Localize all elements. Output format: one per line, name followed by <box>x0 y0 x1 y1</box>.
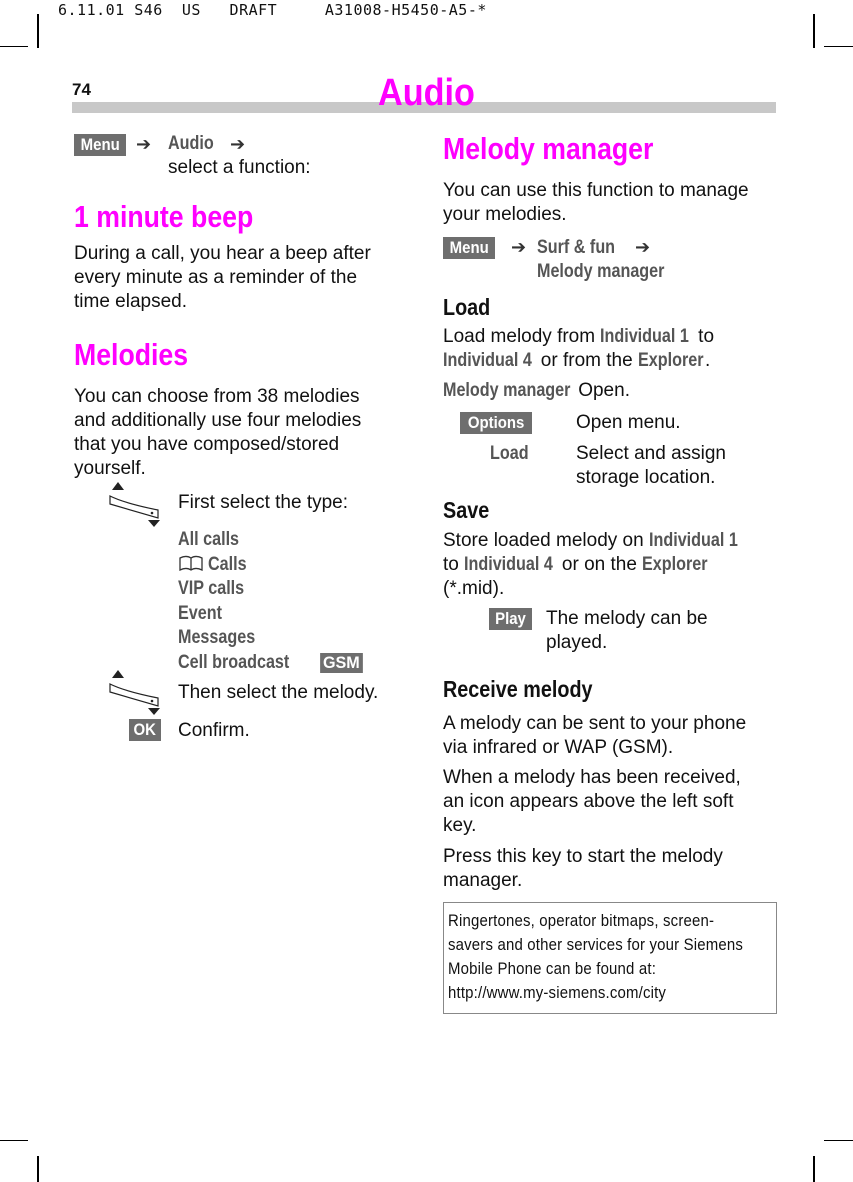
intro-text: You can use this function to manage your melodies. <box>443 180 749 225</box>
nav-arrow: ➔ <box>136 134 152 154</box>
receive-text-2: When a melody has been received, an icon appears above the left soft key. <box>443 767 741 836</box>
ok-key: OK <box>129 719 161 741</box>
type-messages: Messages <box>178 627 256 649</box>
type-list <box>178 528 364 676</box>
note-line: Mobile Phone can be found at: <box>448 959 657 978</box>
navigation-key-icon <box>104 668 164 716</box>
nav-item-audio: Audio <box>168 133 214 154</box>
note-line: Ringertones, operator bitmaps, screen- <box>448 911 715 930</box>
phonebook-icon <box>178 554 204 572</box>
nav-arrow: ➔ <box>635 237 651 257</box>
type-event: Event <box>178 602 222 624</box>
play-key: Play <box>489 608 532 630</box>
subtitle-load: Load <box>443 294 491 320</box>
crop-mark <box>0 1140 28 1141</box>
type-vip-calls: VIP calls <box>178 578 245 600</box>
save-text: Store loaded melody on Individual 1 to Individual 4 or on the Explorer (*.mid). <box>443 530 738 599</box>
receive-text-1: A melody can be sent to your phone via infrared or WAP (GSM). <box>443 713 747 758</box>
nav-arrow: ➔ <box>511 237 527 257</box>
note-line: savers and other services for your Siemens <box>448 935 744 954</box>
crop-mark <box>0 46 28 47</box>
crop-mark <box>824 46 853 47</box>
crop-mark <box>37 1156 39 1182</box>
page-number: 74 <box>72 80 91 99</box>
receive-text-3: Press this key to start the melody manager. <box>443 846 723 891</box>
section2-text: You can choose from 38 melodies and additionally use four melodies that you have composed/stored yourself. <box>74 386 362 479</box>
load-softkey-label: Load <box>490 443 529 464</box>
note-url: http://www.my-siemens.com/city <box>448 983 667 1002</box>
gsm-badge: GSM <box>320 653 362 673</box>
options-text: Open menu. <box>576 412 681 433</box>
type-cell-broadcast: Cell broadcast <box>178 651 290 673</box>
options-key: Options <box>460 412 532 434</box>
menu-key: Menu <box>443 237 495 259</box>
menu-key: Menu <box>74 134 126 156</box>
chapter-title: Audio <box>378 72 475 114</box>
open-text: Melody manager Open. <box>443 380 630 401</box>
draft-line: 6.11.01 S46 US DRAFT A31008-H5450-A5-* <box>58 1 487 19</box>
nav-item-melody-manager: Melody manager <box>537 261 665 282</box>
type-calls: Calls <box>208 553 247 575</box>
crop-mark <box>37 14 39 48</box>
section1-text: During a call, you hear a beep after every minute as a reminder of the time elapsed. <box>74 243 371 312</box>
ok-text: Confirm. <box>178 720 250 741</box>
nav-arrow: ➔ <box>230 134 246 154</box>
info-note-box <box>443 902 777 1014</box>
navigation-key-icon <box>104 480 164 528</box>
subtitle-save: Save <box>443 497 490 523</box>
section-title-melody-manager: Melody manager <box>443 131 654 166</box>
section-title-1-minute-beep: 1 minute beep <box>74 199 254 234</box>
crop-mark <box>824 1140 853 1141</box>
play-text: The melody can be played. <box>546 608 708 653</box>
section-title-melodies: Melodies <box>74 337 189 372</box>
crop-mark <box>813 14 815 48</box>
crop-mark <box>813 1156 815 1182</box>
nav-path <box>168 133 222 156</box>
nav-instruction: select a function: <box>168 157 311 178</box>
nav-path <box>537 236 687 284</box>
nav-item-surf-fun: Surf & fun <box>537 237 616 258</box>
step1-text: First select the type: <box>178 492 349 513</box>
step2-text: Then select the melody. <box>178 682 379 703</box>
subtitle-receive-melody: Receive melody <box>443 676 593 702</box>
type-all-calls: All calls <box>178 529 240 550</box>
load-desc: Select and assign storage location. <box>576 443 726 488</box>
load-text: Load melody from Individual 1 to Individual 4 or from the Explorer. <box>443 326 715 371</box>
